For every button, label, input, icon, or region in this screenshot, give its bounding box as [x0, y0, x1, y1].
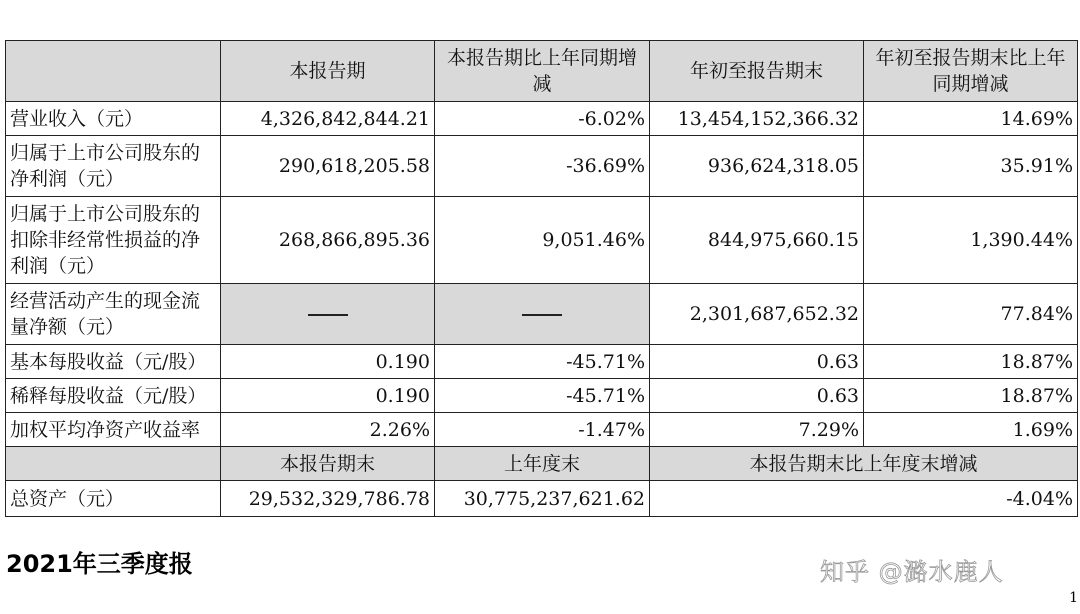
- corner-mark: 1: [1069, 590, 1078, 606]
- table-row-deducted-net-profit: [6, 197, 1078, 284]
- cell-value: 290,618,205.58: [221, 136, 435, 197]
- cell-value: 0.63: [650, 345, 864, 379]
- row-label: 归属于上市公司股东的扣除非经常性损益的净利润（元）: [6, 197, 221, 284]
- cell-value: 2.26%: [221, 413, 435, 447]
- cell-value: 1.69%: [864, 413, 1078, 447]
- header-ytd: 年初至报告期末: [650, 41, 864, 102]
- cell-value: 4,326,842,844.21: [221, 102, 435, 136]
- cell-value: -45.71%: [435, 345, 650, 379]
- table-row-weighted-roe: [6, 413, 1078, 447]
- cell-value: 936,624,318.05: [650, 136, 864, 197]
- row-label: 归属于上市公司股东的净利润（元）: [6, 136, 221, 197]
- report-caption: 2021年三季度报: [6, 550, 193, 578]
- cell-value: 29,532,329,786.78: [221, 481, 435, 517]
- header-current-period: 本报告期: [221, 41, 435, 102]
- cell-value: -45.71%: [435, 379, 650, 413]
- row-label: 稀释每股收益（元/股）: [6, 379, 221, 413]
- cell-value: 13,454,152,366.32: [650, 102, 864, 136]
- cell-value: -6.02%: [435, 102, 650, 136]
- row-label: 加权平均净资产收益率: [6, 413, 221, 447]
- table-row-net-profit: [6, 136, 1078, 197]
- table-row-total-assets: [6, 481, 1078, 517]
- cell-value: 0.190: [221, 379, 435, 413]
- cell-value: 18.87%: [864, 379, 1078, 413]
- empty-dash-cell: [435, 284, 650, 345]
- cell-value: -36.69%: [435, 136, 650, 197]
- cell-value: 30,775,237,621.62: [435, 481, 650, 517]
- table-row-diluted-eps: [6, 379, 1078, 413]
- cell-value: 0.63: [650, 379, 864, 413]
- cell-value: 2,301,687,652.32: [650, 284, 864, 345]
- header-blank-cell: [6, 447, 221, 481]
- header-blank-cell: [6, 41, 221, 102]
- empty-dash-cell: [221, 284, 435, 345]
- row-label: 经营活动产生的现金流量净额（元）: [6, 284, 221, 345]
- cell-value: 844,975,660.15: [650, 197, 864, 284]
- cell-value: -1.47%: [435, 413, 650, 447]
- cell-value: 14.69%: [864, 102, 1078, 136]
- watermark: 知乎 @潞水鹿人: [820, 558, 1004, 586]
- cell-value: 0.190: [221, 345, 435, 379]
- dash-mark: [308, 314, 348, 316]
- cell-value: 77.84%: [864, 284, 1078, 345]
- table-header-row-2: [6, 447, 1078, 481]
- cell-value: 7.29%: [650, 413, 864, 447]
- cell-value: 9,051.46%: [435, 197, 650, 284]
- cell-value: 1,390.44%: [864, 197, 1078, 284]
- cell-value: -4.04%: [650, 481, 1078, 517]
- header-last-year-end: 上年度末: [435, 447, 650, 481]
- dash-mark: [522, 314, 562, 316]
- table-row-revenue: [6, 102, 1078, 136]
- table-header-row: [6, 41, 1078, 102]
- row-label: 基本每股收益（元/股）: [6, 345, 221, 379]
- table-row-basic-eps: [6, 345, 1078, 379]
- cell-value: 35.91%: [864, 136, 1078, 197]
- cell-value: 18.87%: [864, 345, 1078, 379]
- row-label: 营业收入（元）: [6, 102, 221, 136]
- header-period-end-change: 本报告期末比上年度末增减: [650, 447, 1078, 481]
- header-current-period-yoy: 本报告期比上年同期增减: [435, 41, 650, 102]
- cell-value: 268,866,895.36: [221, 197, 435, 284]
- header-period-end: 本报告期末: [221, 447, 435, 481]
- table-row-operating-cash-flow: [6, 284, 1078, 345]
- row-label: 总资产（元）: [6, 481, 221, 517]
- header-ytd-yoy: 年初至报告期末比上年同期增减: [864, 41, 1078, 102]
- financial-table: [5, 40, 1078, 517]
